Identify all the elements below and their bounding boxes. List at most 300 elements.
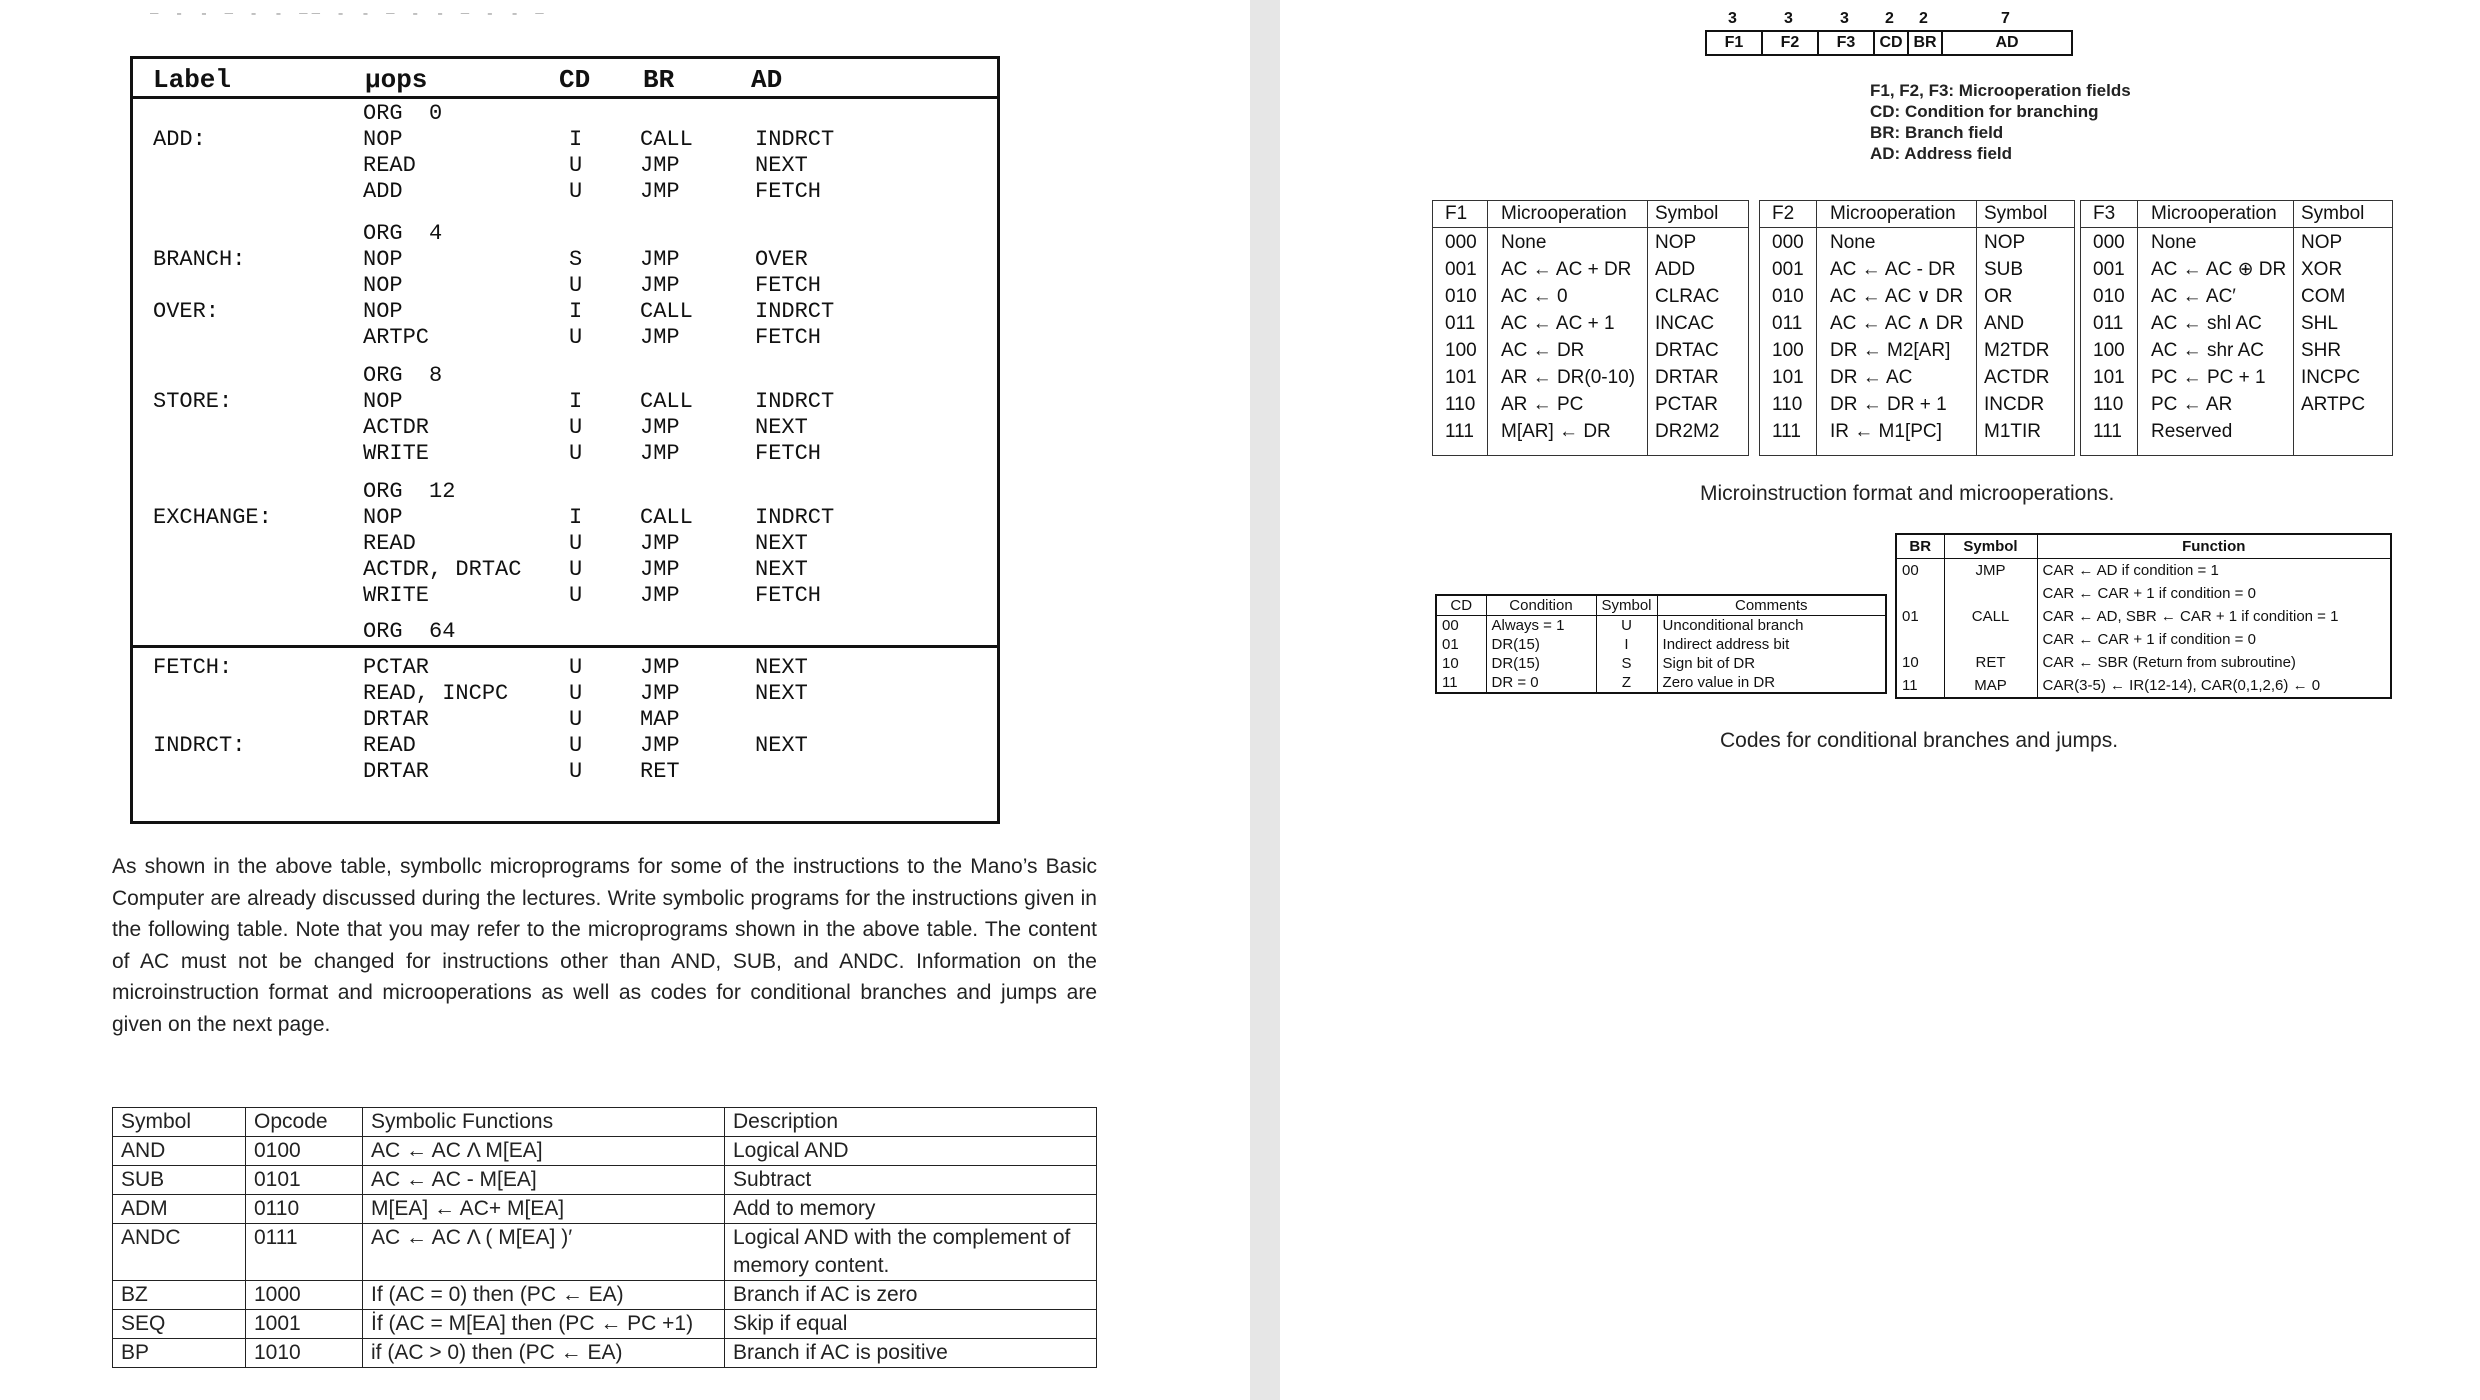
scan-artifact: ‾ ˉ ¯ ‾ ˉ ¯ ‾‾ ¯ ˉ ‾ ¯ ˉ ‾ ¯ ˉ ‾	[150, 12, 548, 28]
field-bit-width: 3	[1784, 10, 1793, 27]
header-cell: Symbolic Functions	[363, 1108, 725, 1137]
microprogram-line	[133, 707, 997, 733]
line-uops: NOP	[363, 273, 403, 298]
microprogram-line	[133, 759, 997, 785]
table-cell: NOP	[2301, 232, 2343, 253]
table-cell: AC ← DR	[1501, 340, 1585, 361]
table-cell: M1TIR	[1984, 421, 2041, 442]
table-cell: AND	[1984, 313, 2025, 334]
table-cell: BZ	[113, 1281, 246, 1310]
line-uops: READ	[363, 531, 416, 556]
table-row	[1436, 654, 1886, 673]
header-br: BR	[643, 65, 675, 95]
table-cell: BP	[113, 1339, 246, 1368]
line-uops: ORG 8	[363, 363, 443, 388]
table-cell: ARTPC	[2301, 394, 2366, 415]
table-cell: 000	[2093, 232, 2125, 253]
table-row	[113, 1281, 1097, 1310]
line-cd: U	[569, 655, 583, 680]
microprogram-line	[133, 101, 997, 127]
table-cell: AC ← AC - DR	[1830, 259, 1956, 280]
header-label: Label	[153, 65, 232, 95]
table-cell: 111	[2093, 421, 2122, 442]
table-cell: 1001	[246, 1310, 363, 1339]
line-br: JMP	[640, 583, 680, 608]
table-cell: If (AC = 0) then (PC ← EA)	[363, 1281, 725, 1310]
table-cell: SUB	[1984, 259, 2024, 280]
table-cell: ADD	[1655, 259, 1696, 280]
table-cell: 011	[2093, 313, 2124, 334]
table-cell: 11	[1436, 673, 1486, 693]
table-cell: DR ← DR + 1	[1830, 394, 1947, 415]
microoperation-table	[2080, 200, 2393, 456]
table-cell: 10	[1896, 651, 1944, 674]
table-row	[113, 1195, 1097, 1224]
table-cell: CAR ← AD if condition = 1	[2037, 559, 2391, 583]
table-cell: CAR ← CAR + 1 if condition = 0	[2037, 628, 2391, 651]
table-cell: Reserved	[2151, 421, 2233, 442]
table-cell: 000	[1445, 232, 1477, 253]
table-cell: Logical AND	[725, 1137, 1097, 1166]
field-bit-width: 3	[1728, 10, 1737, 27]
header-divider	[1433, 227, 1748, 228]
table-cell: 0110	[246, 1195, 363, 1224]
table-cell: DR(15)	[1486, 654, 1596, 673]
table-cell: M[AR] ← DR	[1501, 421, 1611, 442]
line-br: JMP	[640, 153, 680, 178]
header-cell: F1	[1445, 203, 1468, 224]
line-label: STORE:	[153, 389, 233, 414]
field-bit-width: 2	[1885, 10, 1894, 27]
line-ad: INDRCT	[755, 127, 835, 152]
line-uops: ORG 64	[363, 619, 456, 644]
line-br: JMP	[640, 325, 680, 350]
line-ad: OVER	[755, 247, 808, 272]
line-cd: U	[569, 759, 583, 784]
line-br: JMP	[640, 531, 680, 556]
line-ad: NEXT	[755, 681, 808, 706]
condition-table	[1435, 594, 1887, 694]
field-box: F1	[1705, 30, 1763, 56]
table-cell: 0101	[246, 1166, 363, 1195]
microprogram-header	[133, 59, 997, 99]
table-cell: DR ← AC	[1830, 367, 1913, 388]
table-cell: 110	[1445, 394, 1476, 415]
header-cell: Opcode	[246, 1108, 363, 1137]
line-br: JMP	[640, 247, 680, 272]
line-uops: NOP	[363, 389, 403, 414]
line-ad: INDRCT	[755, 505, 835, 530]
header-ad: AD	[751, 65, 783, 95]
line-cd: U	[569, 325, 583, 350]
field-box: BR	[1907, 30, 1943, 56]
caption-format: Microinstruction format and microoperations.	[1700, 482, 2115, 505]
line-uops: ADD	[363, 179, 403, 204]
microprogram-line	[133, 583, 997, 609]
line-ad: NEXT	[755, 655, 808, 680]
line-cd: I	[569, 505, 583, 530]
column-divider	[1816, 201, 1817, 455]
condition-table-header	[1436, 595, 1886, 616]
line-br: JMP	[640, 733, 680, 758]
table-cell: 100	[1772, 340, 1804, 361]
table-row	[1436, 673, 1886, 693]
legend-line: F1, F2, F3: Microoperation fields	[1870, 81, 2131, 100]
line-uops: ORG 12	[363, 479, 456, 504]
microprogram-line	[133, 733, 997, 759]
line-label: INDRCT:	[153, 733, 246, 758]
table-cell: AC ← shr AC	[2151, 340, 2264, 361]
table-cell: 100	[1445, 340, 1477, 361]
table-cell: None	[1830, 232, 1876, 253]
table-row	[1896, 582, 2391, 605]
table-row	[1896, 559, 2391, 583]
table-cell: Branch if AC is zero	[725, 1281, 1097, 1310]
line-ad: NEXT	[755, 153, 808, 178]
table-cell: 1010	[246, 1339, 363, 1368]
field-box: F2	[1761, 30, 1819, 56]
line-cd: I	[569, 299, 583, 324]
table-cell: IR ← M1[PC]	[1830, 421, 1942, 442]
microprogram-line	[133, 153, 997, 179]
table-row	[113, 1339, 1097, 1368]
instruction-table-header	[113, 1108, 1097, 1137]
table-cell: 010	[1772, 286, 1804, 307]
line-ad: NEXT	[755, 557, 808, 582]
line-ad: INDRCT	[755, 299, 835, 324]
table-cell: CAR ← CAR + 1 if condition = 0	[2037, 582, 2391, 605]
header-cell: Symbol	[1984, 203, 2048, 224]
table-cell: AC ← AC - M[EA]	[363, 1166, 725, 1195]
table-cell	[1944, 628, 2037, 651]
table-cell: NOP	[1984, 232, 2026, 253]
table-cell: PCTAR	[1655, 394, 1718, 415]
table-cell: INCPC	[2301, 367, 2361, 388]
fetch-section-divider	[133, 645, 997, 648]
line-label: BRANCH:	[153, 247, 246, 272]
table-cell: 1000	[246, 1281, 363, 1310]
table-cell: JMP	[1944, 559, 2037, 583]
microprogram-line	[133, 179, 997, 205]
line-label: EXCHANGE:	[153, 505, 272, 530]
table-cell: Skip if equal	[725, 1310, 1097, 1339]
table-row	[113, 1224, 1097, 1281]
table-cell: OR	[1984, 286, 2013, 307]
microoperation-table	[1432, 200, 1749, 456]
line-ad: NEXT	[755, 531, 808, 556]
line-ad: FETCH	[755, 325, 822, 350]
table-cell: Unconditional branch	[1657, 616, 1886, 636]
microprogram-line	[133, 479, 997, 505]
microprogram-line	[133, 389, 997, 415]
table-cell: INCDR	[1984, 394, 2045, 415]
microprogram-line	[133, 221, 997, 247]
table-cell: 101	[2093, 367, 2125, 388]
line-uops: ORG 0	[363, 101, 443, 126]
header-cell: Microoperation	[1501, 203, 1627, 224]
microprogram-line	[133, 325, 997, 351]
table-cell: Logical AND with the complement of memory content.	[725, 1224, 1097, 1281]
line-br: JMP	[640, 415, 680, 440]
table-cell: INCAC	[1655, 313, 1715, 334]
line-uops: PCTAR	[363, 655, 430, 680]
microprogram-line	[133, 363, 997, 389]
microprogram-line	[133, 127, 997, 153]
column-divider	[2293, 201, 2294, 455]
table-cell: AC ← 0	[1501, 286, 1568, 307]
line-uops: NOP	[363, 127, 403, 152]
table-cell: Subtract	[725, 1166, 1097, 1195]
table-cell: 000	[1772, 232, 1804, 253]
table-cell: 110	[2093, 394, 2124, 415]
header-cell: Function	[2037, 534, 2391, 559]
format-legend	[1870, 80, 2131, 164]
line-uops: READ, INCPC	[363, 681, 509, 706]
table-cell: DR(15)	[1486, 635, 1596, 654]
line-cd: U	[569, 415, 583, 440]
table-cell: AC ← AC ⊕ DR	[2151, 259, 2287, 280]
table-cell: S	[1596, 654, 1657, 673]
table-cell: if (AC > 0) then (PC ← EA)	[363, 1339, 725, 1368]
microprogram-line	[133, 531, 997, 557]
microprogram-line	[133, 505, 997, 531]
table-cell: AC ← AC + DR	[1501, 259, 1632, 280]
microprogram-line	[133, 415, 997, 441]
line-cd: U	[569, 733, 583, 758]
table-cell: 0111	[246, 1224, 363, 1281]
line-label: FETCH:	[153, 655, 233, 680]
table-cell: CALL	[1944, 605, 2037, 628]
field-bit-width: 2	[1919, 10, 1928, 27]
table-cell: 101	[1445, 367, 1477, 388]
instruction-table	[112, 1107, 1097, 1368]
table-cell	[1944, 582, 2037, 605]
table-cell: 010	[1445, 286, 1477, 307]
line-uops: READ	[363, 733, 416, 758]
line-uops: NOP	[363, 247, 403, 272]
table-cell: DR ← M2[AR]	[1830, 340, 1951, 361]
table-cell: 001	[2093, 259, 2125, 280]
table-cell: Indirect address bit	[1657, 635, 1886, 654]
table-cell: XOR	[2301, 259, 2343, 280]
table-cell: 011	[1445, 313, 1476, 334]
line-ad: NEXT	[755, 415, 808, 440]
line-ad: INDRCT	[755, 389, 835, 414]
table-cell: M2TDR	[1984, 340, 2050, 361]
table-cell: CAR ← SBR (Return from subroutine)	[2037, 651, 2391, 674]
branch-table-header	[1896, 534, 2391, 559]
table-cell: DRTAC	[1655, 340, 1719, 361]
table-cell: NOP	[1655, 232, 1697, 253]
table-cell: AC ← AC Λ ( M[EA] )′	[363, 1224, 725, 1281]
microprogram-line	[133, 273, 997, 299]
table-cell: Zero value in DR	[1657, 673, 1886, 693]
column-divider	[1487, 201, 1488, 455]
table-cell: AND	[113, 1137, 246, 1166]
table-cell: DR2M2	[1655, 421, 1720, 442]
line-br: JMP	[640, 441, 680, 466]
line-cd: I	[569, 389, 583, 414]
header-divider	[1760, 227, 2074, 228]
microprogram-line	[133, 681, 997, 707]
table-cell: 10	[1436, 654, 1486, 673]
table-cell: AC ← shl AC	[2151, 313, 2262, 334]
line-uops: WRITE	[363, 583, 430, 608]
line-br: CALL	[640, 127, 693, 152]
legend-line: CD: Condition for branching	[1870, 102, 2099, 121]
line-cd: U	[569, 179, 583, 204]
line-ad: FETCH	[755, 441, 822, 466]
table-cell: I	[1596, 635, 1657, 654]
table-cell: 110	[1772, 394, 1803, 415]
table-row	[1896, 651, 2391, 674]
microoperation-table	[1759, 200, 2075, 456]
line-ad: FETCH	[755, 583, 822, 608]
header-uops: μops	[365, 65, 428, 95]
microprogram-line	[133, 655, 997, 681]
table-cell: 101	[1772, 367, 1804, 388]
table-cell: None	[2151, 232, 2197, 253]
table-cell: 010	[2093, 286, 2125, 307]
table-row	[1436, 635, 1886, 654]
header-cell: Microoperation	[1830, 203, 1956, 224]
line-br: CALL	[640, 389, 693, 414]
instructions-paragraph: As shown in the above table, symbollc microprograms for some of the instructions to the Mano’s Basic Computer are already discussed during the lectures. Write symbolic programs for the instructions given in the following table. Note that you may refer to the microprograms shown in the above table. The content of AC must not be changed for instructions other than AND, SUB, and ANDC. Information on the microinstruction format and microoperations as well as codes for conditional branches and jumps are given on the next page.	[112, 855, 1097, 1036]
legend-line: BR: Branch field	[1870, 123, 2004, 142]
field-box: F3	[1817, 30, 1875, 56]
line-ad: NEXT	[755, 733, 808, 758]
field-box: CD	[1873, 30, 1909, 56]
table-cell: PC ← PC + 1	[2151, 367, 2266, 388]
line-ad: FETCH	[755, 179, 822, 204]
table-row	[1896, 628, 2391, 651]
table-cell: SHR	[2301, 340, 2342, 361]
line-uops: ORG 4	[363, 221, 443, 246]
line-br: RET	[640, 759, 680, 784]
header-cell: CD	[1436, 595, 1486, 616]
table-cell: İf (AC = M[EA] then (PC ← PC +1)	[363, 1310, 725, 1339]
line-uops: READ	[363, 153, 416, 178]
microprogram-line	[133, 557, 997, 583]
line-br: CALL	[640, 299, 693, 324]
table-cell: ADM	[113, 1195, 246, 1224]
header-cell: Condition	[1486, 595, 1596, 616]
table-cell: DR = 0	[1486, 673, 1596, 693]
line-br: JMP	[640, 681, 680, 706]
table-cell: Sign bit of DR	[1657, 654, 1886, 673]
line-cd: U	[569, 557, 583, 582]
line-cd: I	[569, 127, 583, 152]
header-cell: F3	[2093, 203, 2116, 224]
table-cell: 100	[2093, 340, 2125, 361]
line-uops: DRTAR	[363, 707, 430, 732]
header-cell: Microoperation	[2151, 203, 2277, 224]
line-label: OVER:	[153, 299, 220, 324]
header-cell: Description	[725, 1108, 1097, 1137]
table-cell: CLRAC	[1655, 286, 1720, 307]
table-cell: 01	[1436, 635, 1486, 654]
table-cell: U	[1596, 616, 1657, 636]
line-uops: DRTAR	[363, 759, 430, 784]
table-row	[1436, 616, 1886, 636]
table-cell: COM	[2301, 286, 2346, 307]
line-cd: U	[569, 707, 583, 732]
line-cd: U	[569, 153, 583, 178]
column-divider	[1976, 201, 1977, 455]
table-cell: Z	[1596, 673, 1657, 693]
line-uops: NOP	[363, 505, 403, 530]
table-cell: ANDC	[113, 1224, 246, 1281]
table-cell: ACTDR	[1984, 367, 2050, 388]
field-box: AD	[1941, 30, 2073, 56]
line-uops: WRITE	[363, 441, 430, 466]
column-divider	[1647, 201, 1648, 455]
table-cell: 001	[1772, 259, 1804, 280]
table-cell: 00	[1896, 559, 1944, 583]
table-cell: AR ← PC	[1501, 394, 1584, 415]
table-cell: SHL	[2301, 313, 2338, 334]
line-uops: ACTDR, DRTAC	[363, 557, 522, 582]
microprogram-line	[133, 299, 997, 325]
table-cell: None	[1501, 232, 1547, 253]
table-cell: MAP	[1944, 674, 2037, 698]
table-cell: CAR ← AD, SBR ← CAR + 1 if condition = 1	[2037, 605, 2391, 628]
header-cell: Symbol	[1944, 534, 2037, 559]
line-br: JMP	[640, 273, 680, 298]
table-cell: Branch if AC is positive	[725, 1339, 1097, 1368]
table-cell: SEQ	[113, 1310, 246, 1339]
header-cell: Symbol	[113, 1108, 246, 1137]
line-uops: ACTDR	[363, 415, 430, 440]
table-cell: AC ← AC′	[2151, 286, 2236, 307]
table-cell: AC ← AC + 1	[1501, 313, 1615, 334]
table-cell: AC ← AC Λ M[EA]	[363, 1137, 725, 1166]
line-br: MAP	[640, 707, 680, 732]
table-cell: 011	[1772, 313, 1803, 334]
line-cd: U	[569, 441, 583, 466]
line-ad: FETCH	[755, 273, 822, 298]
table-cell: 11	[1896, 674, 1944, 698]
table-cell: AC ← AC ∨ DR	[1830, 286, 1964, 307]
header-cd: CD	[559, 65, 591, 95]
table-cell: Always = 1	[1486, 616, 1596, 636]
header-cell: Symbol	[1596, 595, 1657, 616]
table-cell: CAR(3-5) ← IR(12-14), CAR(0,1,2,6) ← 0	[2037, 674, 2391, 698]
table-cell: M[EA] ← AC+ M[EA]	[363, 1195, 725, 1224]
table-cell: RET	[1944, 651, 2037, 674]
line-uops: NOP	[363, 299, 403, 324]
table-cell: 01	[1896, 605, 1944, 628]
branch-table	[1895, 533, 2392, 699]
line-br: CALL	[640, 505, 693, 530]
table-cell: 0100	[246, 1137, 363, 1166]
header-cell: Comments	[1657, 595, 1886, 616]
microprogram-line	[133, 441, 997, 467]
table-cell: 00	[1436, 616, 1486, 636]
page-gutter	[1250, 0, 1280, 1400]
column-divider	[2137, 201, 2138, 455]
microprogram-table	[130, 56, 1000, 824]
line-cd: S	[569, 247, 583, 272]
header-cell: BR	[1896, 534, 1944, 559]
line-br: JMP	[640, 557, 680, 582]
table-row	[1896, 605, 2391, 628]
table-cell: 111	[1445, 421, 1474, 442]
table-cell: SUB	[113, 1166, 246, 1195]
line-label: ADD:	[153, 127, 206, 152]
header-cell: Symbol	[1655, 203, 1719, 224]
table-cell: 001	[1445, 259, 1477, 280]
